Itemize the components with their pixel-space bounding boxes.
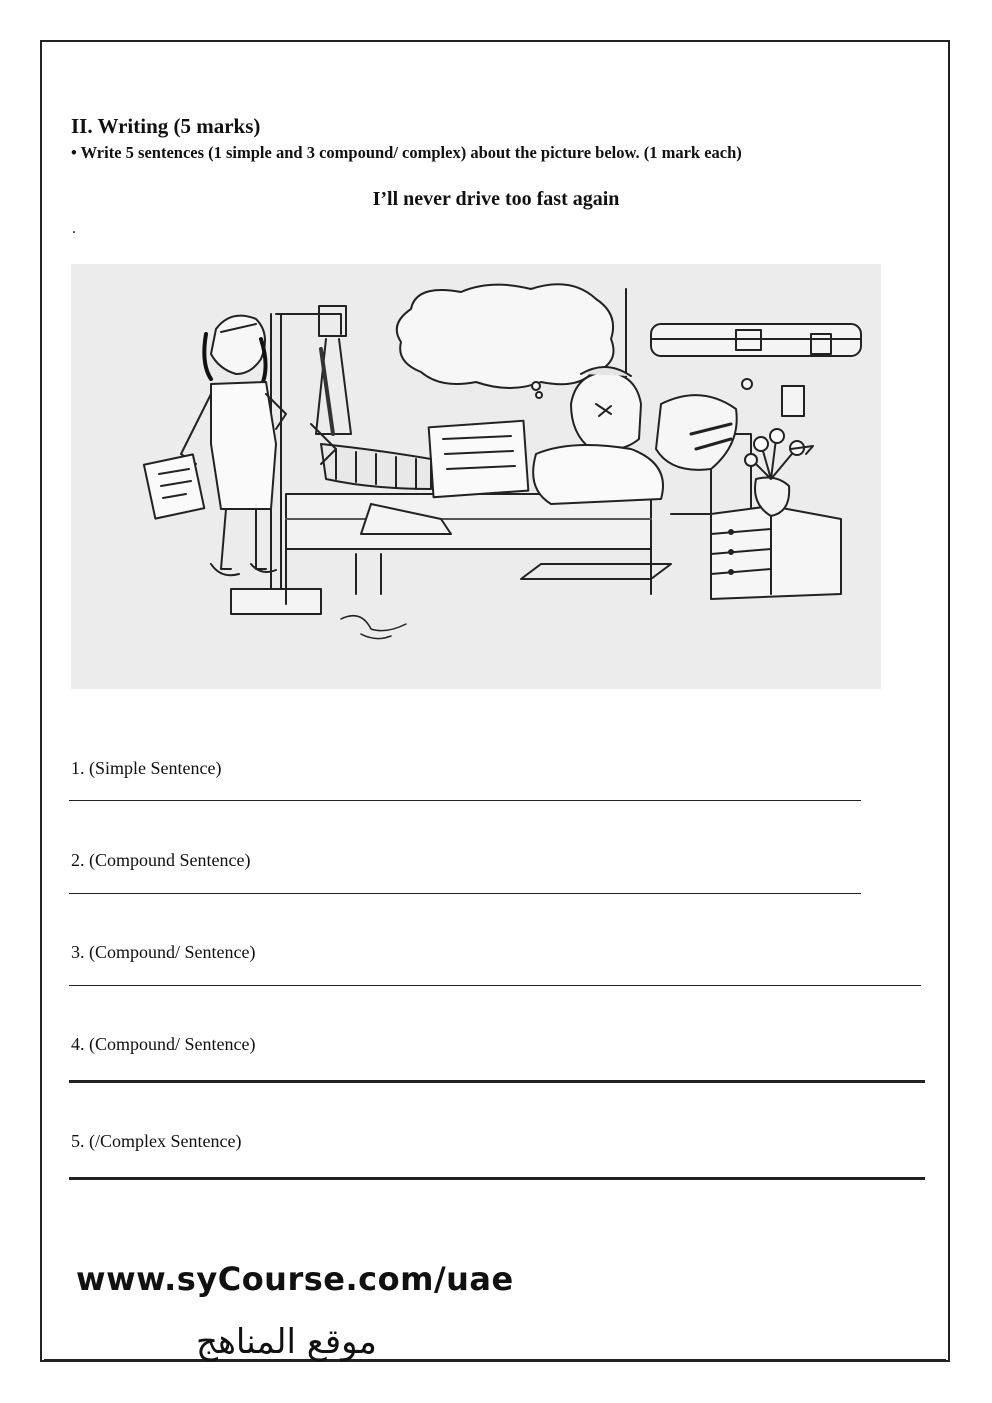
wall-socket — [782, 386, 804, 416]
sentence-label-3: 3. (Compound/ Sentence) — [71, 942, 256, 962]
wall-lamp — [651, 324, 861, 356]
instruction-text: • Write 5 sentences (1 simple and 3 compound/ complex) about the picture below. (1 mark each) — [71, 143, 742, 162]
footer-arabic-logo-text: موقع المناهج — [196, 1322, 377, 1362]
sentence-label-4: 4. (Compound/ Sentence) — [71, 1034, 256, 1054]
artist-signature — [341, 616, 406, 639]
footer-website-url: www.syCourse.com/uae — [76, 1260, 514, 1298]
flower-vase — [745, 429, 813, 516]
picture-title: I’ll never drive too fast again — [372, 188, 620, 210]
answer-line-3[interactable] — [69, 985, 921, 986]
nurse-figure — [144, 316, 286, 576]
section-title: II. Writing (5 marks) — [71, 114, 261, 138]
sentence-label-2: 2. (Compound Sentence) — [71, 850, 251, 870]
sentence-label-5: 5. (/Complex Sentence) — [71, 1131, 242, 1151]
thought-bubble — [397, 284, 614, 388]
answer-line-1[interactable] — [69, 800, 861, 801]
answer-line-4[interactable] — [69, 1080, 925, 1083]
page-border — [40, 40, 950, 1362]
sentence-label-1: 1. (Simple Sentence) — [71, 758, 222, 778]
answer-line-2[interactable] — [69, 893, 861, 894]
stray-mark: . — [72, 220, 76, 237]
answer-line-5[interactable] — [69, 1177, 925, 1180]
hospital-cartoon-image — [71, 264, 881, 689]
bedside-table — [711, 506, 841, 599]
